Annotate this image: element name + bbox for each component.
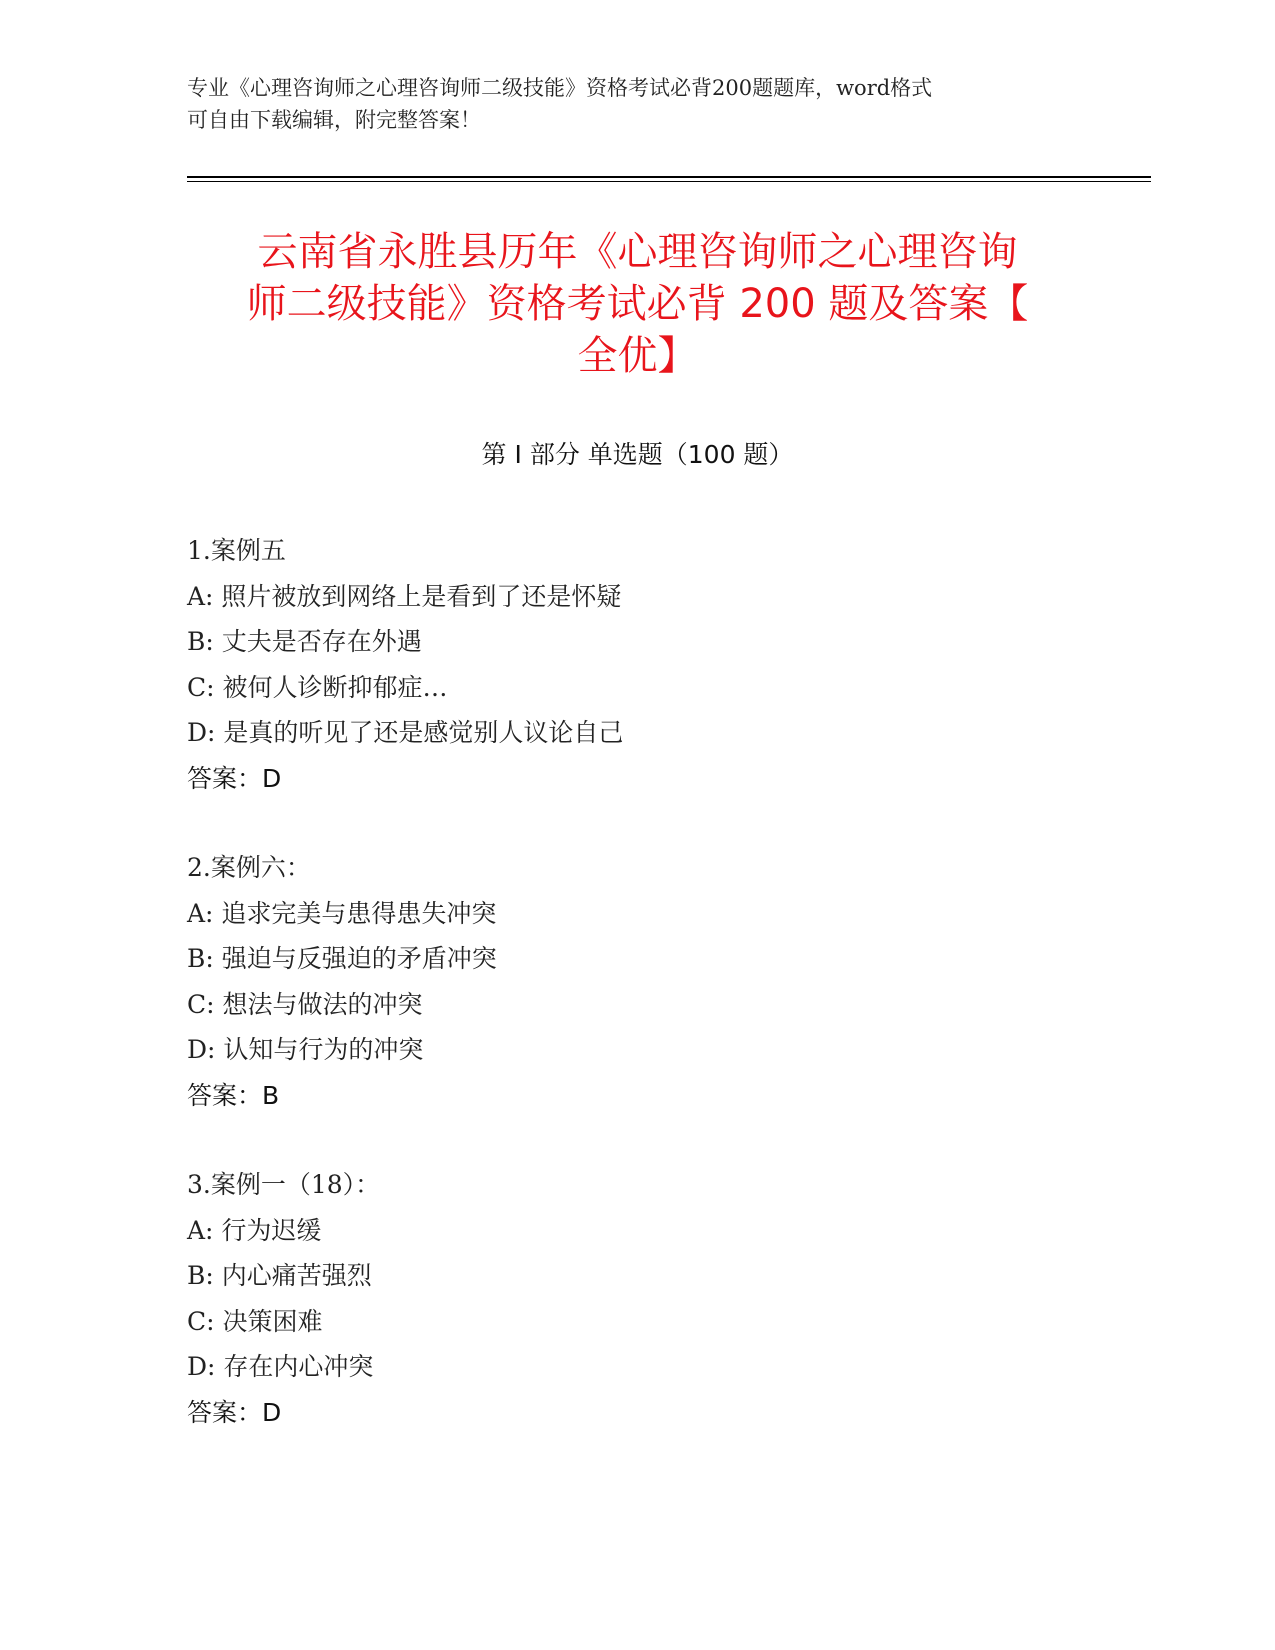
document-title-line-2: 师二级技能》资格考试必背 200 题及答案【 bbox=[246, 281, 1029, 327]
answer-line: 答案：B bbox=[187, 1080, 280, 1110]
question-item bbox=[187, 1162, 1067, 1435]
option-a: A: 行为迟缓 bbox=[187, 1215, 322, 1245]
option-c: C: 被何人诊断抑郁症… bbox=[187, 672, 448, 702]
answer-line: 答案：D bbox=[187, 763, 282, 793]
header-divider-thin bbox=[187, 181, 1151, 182]
document-title-line-3: 全优】 bbox=[577, 333, 698, 379]
question-item bbox=[187, 528, 1067, 801]
document-title bbox=[180, 226, 1095, 382]
option-b: B: 强迫与反强迫的矛盾冲突 bbox=[187, 944, 497, 973]
header-note-line-1: 专业《心理咨询师之心理咨询师二级技能》资格考试必背200题题库，word格式 bbox=[187, 76, 933, 100]
option-a: A: 照片被放到网络上是看到了还是怀疑 bbox=[187, 581, 622, 611]
option-d: D: 认知与行为的冲突 bbox=[187, 1035, 424, 1064]
question-list bbox=[187, 528, 1067, 1479]
question-stem: 3.案例一（18）： bbox=[187, 1170, 381, 1199]
option-d: D: 存在内心冲突 bbox=[187, 1352, 374, 1381]
document-title-line-1: 云南省永胜县历年《心理咨询师之心理咨询 bbox=[257, 229, 1018, 275]
answer-line: 答案：D bbox=[187, 1397, 282, 1427]
option-c: C: 决策困难 bbox=[187, 1306, 323, 1336]
option-d: D: 是真的听见了还是感觉别人议论自己 bbox=[187, 718, 624, 747]
section-heading: 第 I 部分 单选题（100 题） bbox=[481, 440, 794, 469]
question-stem: 2.案例六： bbox=[187, 853, 311, 882]
header-note-line-2: 可自由下载编辑，附完整答案！ bbox=[187, 108, 481, 132]
option-b: B: 丈夫是否存在外遇 bbox=[187, 627, 422, 656]
option-a: A: 追求完美与患得患失冲突 bbox=[187, 898, 497, 928]
header-note bbox=[187, 72, 1067, 136]
question-stem: 1.案例五 bbox=[187, 536, 286, 565]
header-divider-thick bbox=[187, 176, 1151, 178]
option-c: C: 想法与做法的冲突 bbox=[187, 989, 423, 1019]
option-b: B: 内心痛苦强烈 bbox=[187, 1261, 372, 1290]
question-item bbox=[187, 845, 1067, 1118]
